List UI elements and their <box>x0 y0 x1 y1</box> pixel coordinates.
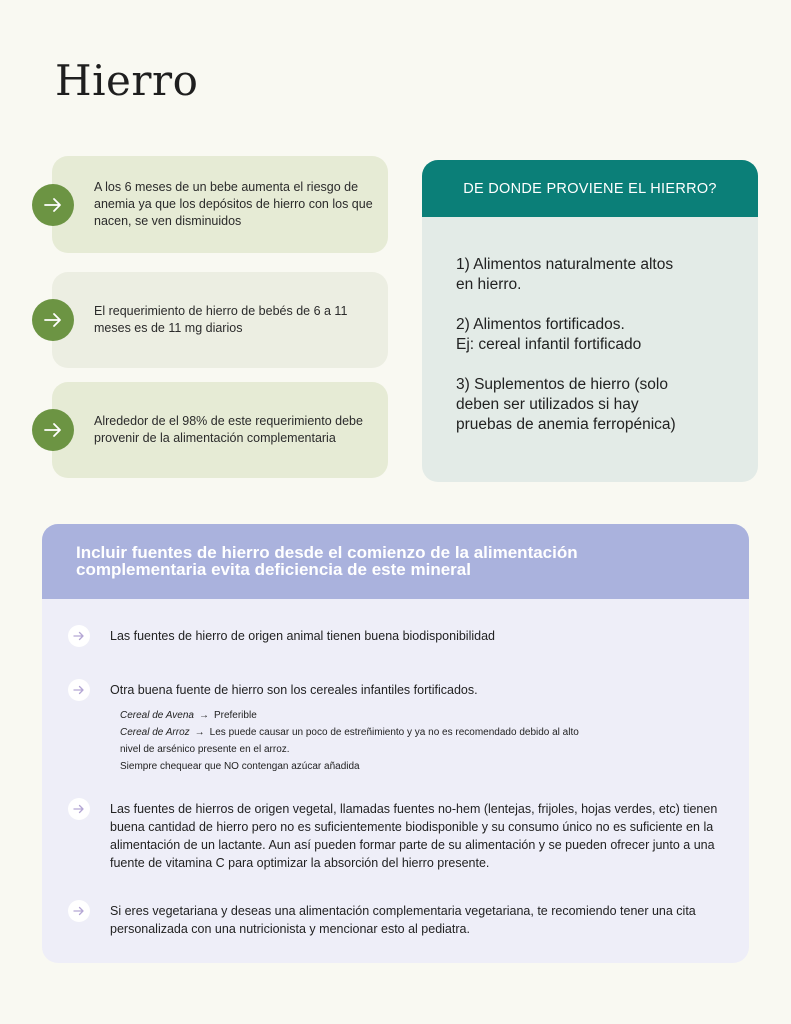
arrow-right-icon <box>32 409 74 451</box>
oat-text: Preferible <box>213 710 257 721</box>
iron-sources-heading: DE DONDE PROVIENE EL HIERRO? <box>422 160 758 217</box>
tip-row <box>64 627 719 645</box>
arrow-right-icon <box>68 900 90 922</box>
oat-note <box>120 707 719 724</box>
fact-text: A los 6 meses de un bebe aumenta el riesgo de anemia ya que los depósitos de hierro con los que nacen, se ven disminuidos <box>94 180 373 228</box>
tip-text: Otra buena fuente de hierro son los cereales infantiles fortificados. <box>110 683 478 697</box>
page-title: Hierro <box>55 56 199 105</box>
arrow-right-icon <box>68 798 90 820</box>
source-item: 2) Alimentos fortificados. Ej: cereal infantil fortificado <box>456 316 642 353</box>
cereal-notes <box>120 707 719 775</box>
iron-tips-card <box>42 524 749 963</box>
arrow-right-icon <box>32 184 74 226</box>
rice-note <box>120 724 719 741</box>
tip-row <box>64 681 719 775</box>
arrow-right-icon <box>68 625 90 647</box>
sugar-note: Siempre chequear que NO contengan azúcar añadida <box>120 761 360 772</box>
rice-text: Les puede causar un poco de estreñimiento y ya no es recomendado debido al alto <box>209 727 579 738</box>
tip-text: Las fuentes de hierro de origen animal tienen buena biodisponibilidad <box>110 629 495 643</box>
iron-sources-card <box>422 160 758 482</box>
rice-label: Cereal de Arroz <box>120 727 190 738</box>
iron-tips-heading <box>42 524 749 599</box>
source-item: 1) Alimentos naturalmente altos en hierro. <box>456 256 674 293</box>
arrow-right-icon <box>32 299 74 341</box>
arrow-right-icon: → <box>194 727 205 738</box>
iron-tips-heading-line: Incluir fuentes de hierro desde el comienzo de la alimentación <box>76 543 578 562</box>
fact-text: Alrededor de el 98% de este requerimiento debe provenir de la alimentación complementaria <box>94 414 363 445</box>
fact-card-anemia-risk <box>52 156 388 253</box>
arrow-right-icon: → <box>198 710 209 721</box>
fact-card-requirement <box>52 272 388 368</box>
source-item: 3) Suplementos de hierro (solo deben ser utilizados si hay pruebas de anemia ferropénica) <box>456 376 676 433</box>
rice-text-continued: nivel de arsénico presente en el arroz. <box>120 744 290 755</box>
arrow-right-icon <box>68 679 90 701</box>
tip-text: Si eres vegetariana y deseas una alimentación complementaria vegetariana, te recomiendo tener una cita personalizada con una nutricionista y mencionar esto al pediatra. <box>110 904 696 936</box>
oat-label: Cereal de Avena <box>120 710 194 721</box>
tip-row <box>64 902 719 938</box>
tip-text: Las fuentes de hierros de origen vegetal, llamadas fuentes no-hem (lentejas, frijoles, hojas verdes, etc) tienen buena cantidad de hierro pero no es suficientemente biodisponible y su consumo único no es suficiente en la alimentación de un lactante. Aun así pueden formar parte de su alimentación y se pueden ofrecer junto a una fuente de vitamina C para optimizar la absorción del hierro presente. <box>110 802 718 870</box>
fact-card-complementary <box>52 382 388 478</box>
fact-text: El requerimiento de hierro de bebés de 6 a 11 meses es de 11 mg diarios <box>94 304 348 335</box>
iron-sources-list <box>422 217 758 435</box>
iron-tips-heading-line: complementaria evita deficiencia de este mineral <box>76 560 471 579</box>
tip-row <box>64 800 719 872</box>
